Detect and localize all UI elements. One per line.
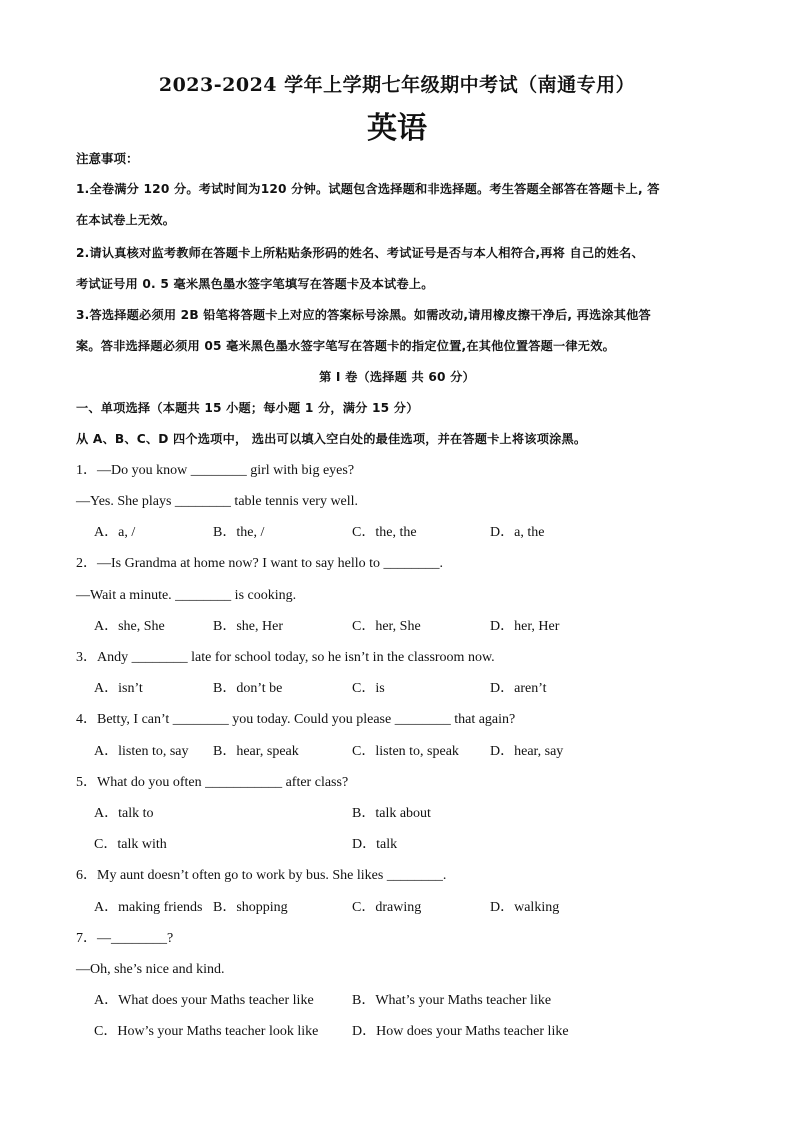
option-c: C．her, She bbox=[352, 619, 421, 634]
option-a: A．a, / bbox=[94, 525, 136, 540]
part-heading: 第 I 卷（选择题 共 60 分） bbox=[319, 370, 475, 384]
question-stem: 7．—________? bbox=[76, 931, 174, 946]
notice-line: 2.请认真核对监考教师在答题卡上所粘贴条形码的姓名、考试证号是否与本人相符合,再将 自己的姓名、 bbox=[76, 246, 644, 260]
question-stem: —Oh, she’s nice and kind. bbox=[76, 962, 225, 977]
section-instruction: 从 A、B、C、D 四个选项中， 选出可以填入空白处的最佳选项，并在答题卡上将该项涂黑。 bbox=[76, 432, 587, 446]
question-stem: —Yes. She plays ________ table tennis very well. bbox=[76, 494, 359, 509]
option-c: C．is bbox=[352, 681, 385, 696]
option-c: C．drawing bbox=[352, 900, 422, 915]
question-stem: 1．—Do you know ________ girl with big eyes? bbox=[76, 463, 355, 478]
option-b: B．don’t be bbox=[213, 681, 283, 696]
exam-title: 2023-2024 学年上学期七年级期中考试（南通专用） bbox=[158, 74, 636, 96]
option-a: A．making friends bbox=[94, 900, 203, 915]
option-d: D．her, Her bbox=[490, 619, 560, 634]
option-d: D．hear, say bbox=[490, 744, 564, 759]
option-d: D．walking bbox=[490, 900, 560, 915]
exam-subject: 英语 bbox=[367, 111, 427, 146]
option-d: D．a, the bbox=[490, 525, 545, 540]
option-a: A．isn’t bbox=[94, 681, 143, 696]
option-c: C．talk with bbox=[94, 837, 167, 852]
option-b: B．shopping bbox=[213, 900, 288, 915]
question-stem: 4．Betty, I can’t ________ you today. Could you please ________ that again? bbox=[76, 712, 516, 727]
question-stem: 3．Andy ________ late for school today, so he isn’t in the classroom now. bbox=[76, 650, 495, 665]
option-c: C．the, the bbox=[352, 525, 417, 540]
option-b: B．What’s your Maths teacher like bbox=[352, 993, 552, 1008]
option-d: D．How does your Maths teacher like bbox=[352, 1024, 569, 1039]
question-stem: 5．What do you often ___________ after class? bbox=[76, 775, 349, 790]
question-stem: —Wait a minute. ________ is cooking. bbox=[76, 588, 297, 603]
notice-label: 注意事项： bbox=[76, 151, 139, 166]
option-c: C．How’s your Maths teacher look like bbox=[94, 1024, 319, 1039]
option-d: D．talk bbox=[352, 837, 398, 852]
option-b: B．talk about bbox=[352, 806, 431, 821]
question-stem: 6．My aunt doesn’t often go to work by bus. She likes ________. bbox=[76, 868, 447, 883]
option-b: B．hear, speak bbox=[213, 744, 299, 759]
option-a: A．What does your Maths teacher like bbox=[94, 993, 314, 1008]
option-d: D．aren’t bbox=[490, 681, 547, 696]
option-b: B．the, / bbox=[213, 525, 265, 540]
notice-line: 在本试卷上无效。 bbox=[76, 213, 176, 227]
notice-line: 案。答非选择题必须用 05 毫米黑色墨水签字笔写在答题卡的指定位置,在其他位置答题一律无效。 bbox=[76, 339, 615, 353]
option-a: A．she, She bbox=[94, 619, 165, 634]
option-a: A．talk to bbox=[94, 806, 154, 821]
section-title: 一、单项选择（本题共 15 小题；每小题 1 分，满分 15 分） bbox=[76, 401, 419, 415]
notice-line: 考试证号用 0. 5 毫米黑色墨水签字笔填写在答题卡及本试卷上。 bbox=[76, 277, 434, 291]
notice-line: 1.全卷满分 120 分。考试时间为120 分钟。试题包含选择题和非选择题。考生答题全部答在答题卡上, 答 bbox=[76, 182, 660, 196]
question-stem: 2．—Is Grandma at home now? I want to say hello to ________. bbox=[76, 556, 444, 571]
notice-line: 3.答选择题必须用 2B 铅笔将答题卡上对应的答案标号涂黑。如需改动,请用橡皮擦干净后, 再选涂其他答 bbox=[76, 308, 651, 322]
option-b: B．she, Her bbox=[213, 619, 283, 634]
option-a: A．listen to, say bbox=[94, 744, 189, 759]
option-c: C．listen to, speak bbox=[352, 744, 459, 759]
